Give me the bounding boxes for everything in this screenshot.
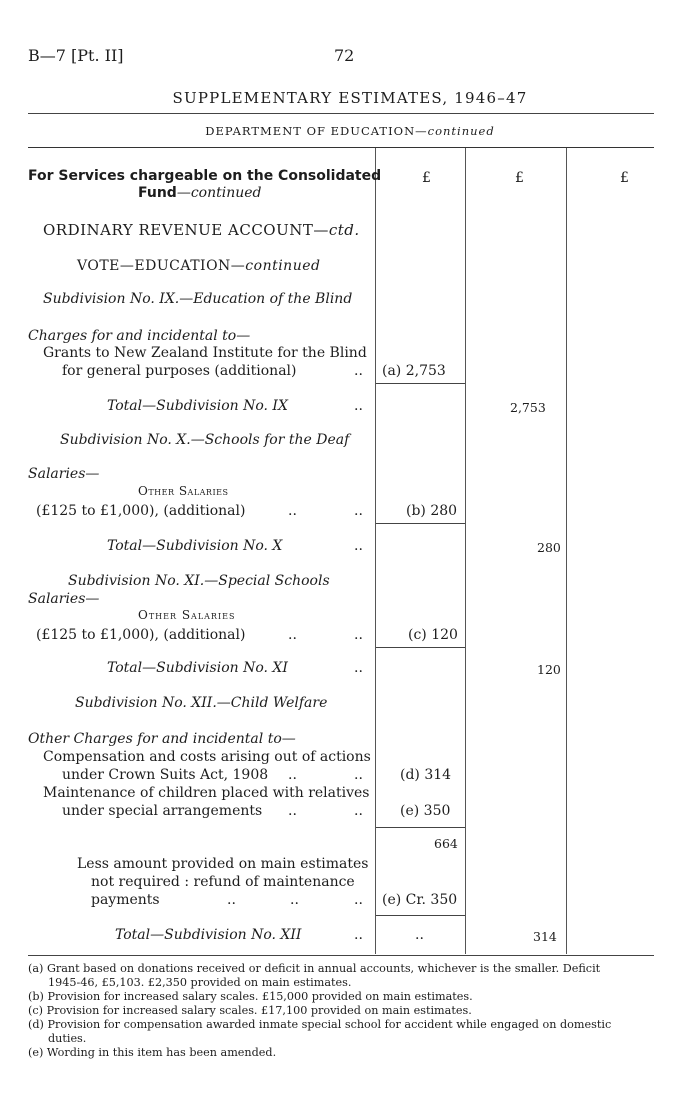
sub12-less-line1: Less amount provided on main estimates <box>77 856 369 872</box>
sub10-title: Subdivision No. X.—Schools for the Deaf <box>60 432 350 448</box>
sub10-dots1: .. <box>288 503 297 519</box>
sub10-total-dots: .. <box>354 538 363 554</box>
sub11-item-amount: (c) 120 <box>408 627 458 643</box>
services-heading-line2: Fund—continued <box>138 185 262 201</box>
rule-table-top <box>28 147 654 148</box>
sub12-less-line2: not required : refund of maintenance <box>91 874 355 890</box>
sub12-less-dots3: .. <box>354 892 363 908</box>
sub12-item1-line2: under Crown Suits Act, 1908 <box>62 767 269 783</box>
services-heading: For Services chargeable on the Consolidated <box>28 168 382 184</box>
department-heading: DEPARTMENT OF EDUCATION—continued <box>205 124 495 138</box>
column-rule-2 <box>465 148 466 954</box>
sub12-total-rule <box>376 915 465 916</box>
sub12-total: 314 <box>533 929 557 944</box>
sub9-title: Subdivision No. IX.—Education of the Blind <box>43 291 353 307</box>
rule-table-bottom <box>28 955 654 956</box>
sub12-subtotal: 664 <box>434 836 458 851</box>
sub12-less-amount: (e) Cr. 350 <box>382 892 458 908</box>
footnote-e: (e) Wording in this item has been amended. <box>28 1046 277 1059</box>
sub10-salaries: Salaries— <box>28 466 100 482</box>
sub10-item-amount: (b) 280 <box>406 503 458 519</box>
sub12-item1-dots1: .. <box>288 767 297 783</box>
sub11-total-label: Total—Subdivision No. XI <box>107 660 288 676</box>
sub11-title: Subdivision No. XI.—Special Schools <box>68 573 330 589</box>
sub12-item2-amount: (e) 350 <box>400 803 451 819</box>
sub9-item-amount: (a) 2,753 <box>382 363 446 379</box>
sub9-total: 2,753 <box>510 400 546 415</box>
sub12-total-label: Total—Subdivision No. XII <box>115 927 302 943</box>
sub11-other-salaries: Other Salaries <box>138 608 236 622</box>
sub12-item1-amount: (d) 314 <box>400 767 452 783</box>
sub11-total: 120 <box>537 662 561 677</box>
sub11-item: (£125 to £1,000), (additional) <box>36 627 246 643</box>
page-title: SUPPLEMENTARY ESTIMATES, 1946–47 <box>172 89 528 107</box>
column-rule-1 <box>375 148 376 954</box>
column-rule-3 <box>566 148 567 954</box>
page-number: 72 <box>334 46 355 65</box>
sub12-item1-line1: Compensation and costs arising out of actions <box>43 749 371 765</box>
sub9-item-line2: for general purposes (additional) <box>62 363 297 379</box>
sub11-rule <box>376 647 465 648</box>
footnote-d: (d) Provision for compensation awarded inmate special school for accident while engaged on domestic <box>28 1018 612 1031</box>
rule-title <box>28 113 654 114</box>
sub9-dots: .. <box>354 363 363 379</box>
sub10-other-salaries: Other Salaries <box>138 484 229 498</box>
sub10-rule <box>376 523 465 524</box>
sub9-total-label: Total—Subdivision No. IX <box>107 398 288 414</box>
column-header-3: £ <box>620 170 629 186</box>
footnote-c: (c) Provision for increased salary scales. £17,100 provided on main estimates. <box>28 1004 472 1017</box>
sub12-item1-dots2: .. <box>354 767 363 783</box>
sub9-charges: Charges for and incidental to— <box>28 328 251 344</box>
sub11-dots2: .. <box>354 627 363 643</box>
sub12-item2-dots1: .. <box>288 803 297 819</box>
sub11-salaries: Salaries— <box>28 591 100 607</box>
sub12-charges: Other Charges for and incidental to— <box>28 731 296 747</box>
sub10-total-label: Total—Subdivision No. X <box>107 538 283 554</box>
footnote-a-cont: 1945-46, £5,103. £2,350 provided on main estimates. <box>48 976 352 989</box>
sub12-less-dots2: .. <box>290 892 299 908</box>
sub12-item2-line2: under special arrangements <box>62 803 263 819</box>
sub10-total: 280 <box>537 540 561 555</box>
sub12-total-dots: .. <box>354 927 363 943</box>
sub12-total-col1: .. <box>415 927 424 943</box>
sub11-dots1: .. <box>288 627 297 643</box>
page-reference: B—7 [Pt. II] <box>28 46 124 65</box>
footnote-d-cont: duties. <box>48 1032 87 1045</box>
sub12-subtotal-rule <box>376 827 465 828</box>
sub12-less-line3: payments <box>91 892 160 908</box>
sub12-less-dots1: .. <box>227 892 236 908</box>
sub9-item-line1: Grants to New Zealand Institute for the Blind <box>43 345 367 361</box>
column-header-2: £ <box>515 170 524 186</box>
footnote-b: (b) Provision for increased salary scales. £15,000 provided on main estimates. <box>28 990 473 1003</box>
sub11-total-dots: .. <box>354 660 363 676</box>
sub9-total-dots: .. <box>354 398 363 414</box>
column-header-1: £ <box>422 170 431 186</box>
sub12-title: Subdivision No. XII.—Child Welfare <box>75 695 328 711</box>
sub10-dots2: .. <box>354 503 363 519</box>
sub12-item2-dots2: .. <box>354 803 363 819</box>
sub10-item: (£125 to £1,000), (additional) <box>36 503 246 519</box>
sub12-item2-line1: Maintenance of children placed with relatives <box>43 785 370 801</box>
footnote-a: (a) Grant based on donations received or deficit in annual accounts, whichever is the smaller. Deficit <box>28 962 601 975</box>
account-heading: ORDINARY REVENUE ACCOUNT—ctd. <box>43 221 360 239</box>
sub9-rule <box>376 383 465 384</box>
vote-heading: VOTE—EDUCATION—continued <box>77 258 321 274</box>
